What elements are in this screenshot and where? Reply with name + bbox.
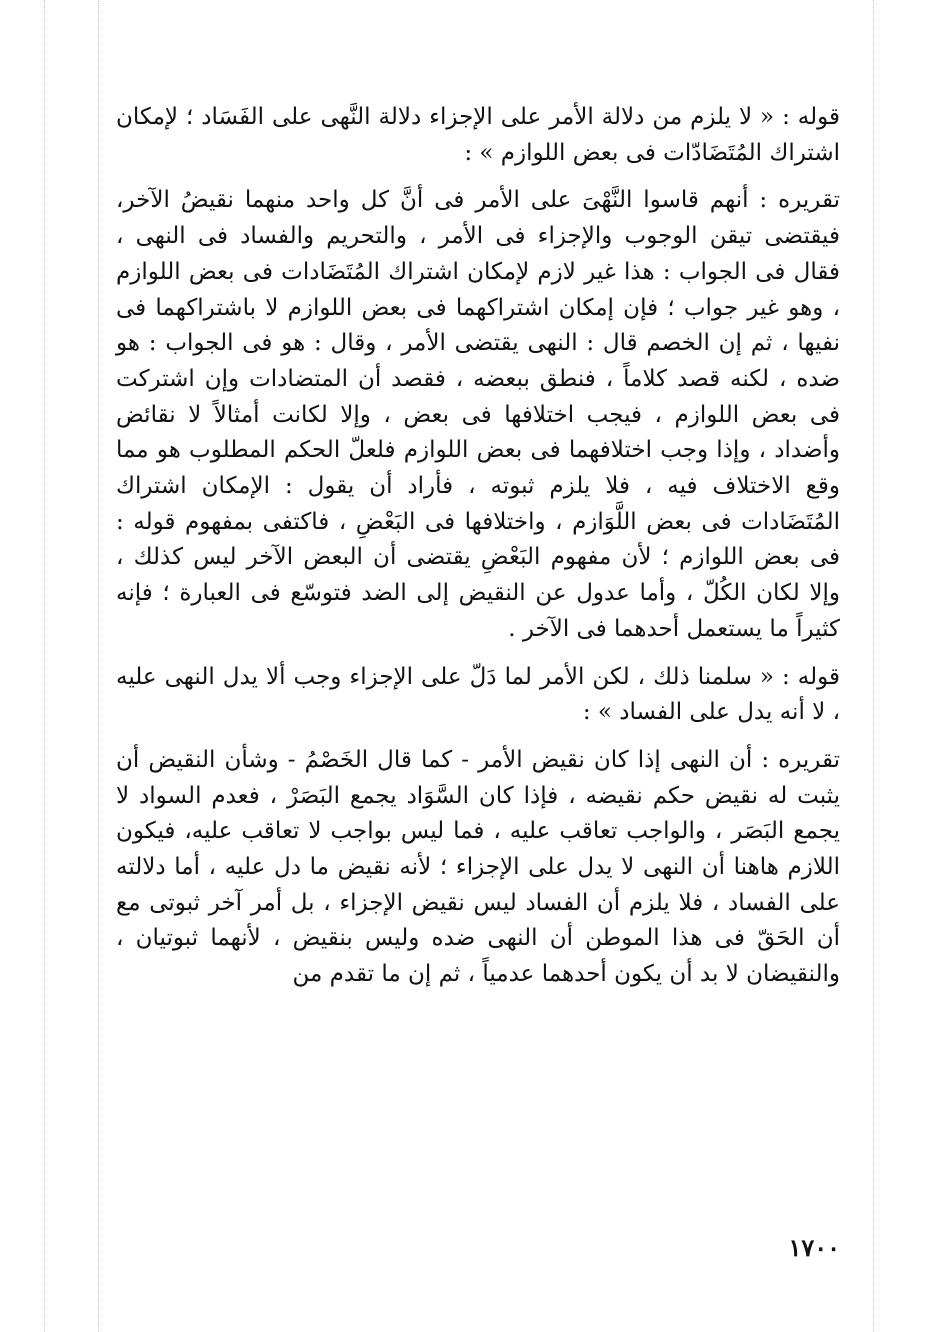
page-number: ١٧٠٠ <box>788 1233 840 1262</box>
dotted-guide-line <box>44 0 45 1332</box>
paragraph-explanation-1: تقريره : أنهم قاسوا النَّهْىَ على الأمر فى أنَّ كل واحد منهما نقيضُ الآخر، فيقتضى تيقن الوجوب والإجزاء فى الأمر ، والتحريم والفساد فى النهى ، فقال فى الجواب : هذا غير لازم لإمكان اشتراك المُتَضَادات فى بعض اللوازم ، وهو غير جواب ؛ فإن إمكان اشتراكهما فى بعض اللوازم لا باشتراكهما فى نفيها ، ثم إن الخصم قال : النهى يقتضى الأمر ، وقال : هو فى الجواب : هو ضده ، لكنه قصد كلاماً ، فنطق ببعضه ، فقصد أن المتضادات وإن اشتركت فى بعض اللوازم ، فيجب اختلافها فى بعض ، وإلا لكانت أمثالاً لا نقائض وأضداد ، وإذا وجب اختلافهما فى بعض اللوازم فلعلّ الحكم المطلوب هو مما وقع الاختلاف فيه ، فلا يلزم ثبوته ، فأراد أن يقول : الإمكان اشتراك المُتَضَادات فى بعض اللَّوَازم ، واختلافها فى البَعْضِ ، فاكتفى بمفهوم قوله : فى بعض اللوازم ؛ لأن مفهوم البَعْضِ يقتضى أن البعض الآخر ليس كذلك ، وإلا لكان الكُلّ ، وأما عدول عن النقيض إلى الضد فتوسّع فى العبارة ؛ فإنه كثيراً ما يستعمل أحدهما فى الآخر . <box>116 187 840 642</box>
paragraph-explanation-2: تقريره : أن النهى إذا كان نقيض الأمر - كما قال الخَصْمُ - وشأن النقيض أن يثبت له نقيض حكم نقيضه ، فإذا كان السَّوَاد يجمع البَصَرْ ، فعدم السواد لا يجمع البَصَر ، والواجب تعاقب عليه ، فما ليس بواجب لا تعاقب عليه، فيكون اللازم هاهنا أن النهى لا يدل على الإجزاء ؛ لأنه نقيض ما دل عليه ، أما دلالته على الفساد ، فلا يلزم أن الفساد ليس نقيض الإجزاء ، بل أمر آخر ثبوتى مع أن الحَقّ فى هذا الموطن أن النهى ضده وليس بنقيض ، لأنهما ثبوتيان ، والنقيضان لا بد أن يكون أحدهما عدمياً ، ثم إن ما تقدم من <box>116 746 840 988</box>
paragraph-quote-2: قوله : « سلمنا ذلك ، لكن الأمر لما دَلّ على الإجزاء وجب ألا يدل النهى عليه ، لا أنه يدل على الفساد » : <box>116 663 840 726</box>
dotted-guide-line <box>98 0 99 1332</box>
body-text <box>116 100 840 993</box>
dotted-guide-line <box>873 0 874 1332</box>
paragraph-quote-1: قوله : « لا يلزم من دلالة الأمر على الإجزاء دلالة النَّهى على الفَسَاد ؛ لإمكان اشتراك المُتَضَادّات فى بعض اللوازم » : <box>116 104 840 166</box>
